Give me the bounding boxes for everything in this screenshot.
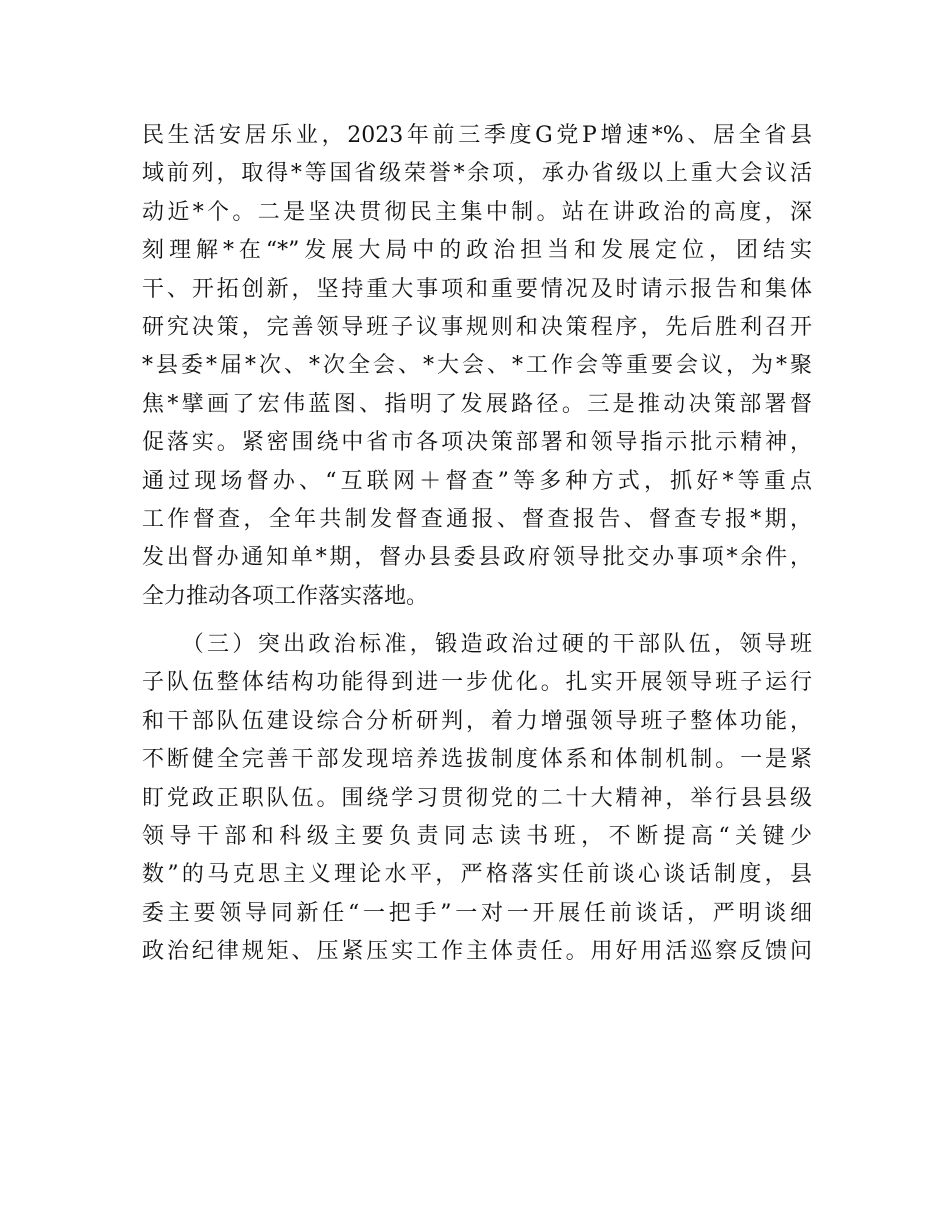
text-line: *县委*届*次、*次全会、*大会、*工作会等重要会议，为*聚 [142, 353, 812, 379]
text-line: （三）突出政治标准，锻造政治过硬的干部队伍，领导班 [142, 632, 812, 658]
text-line: 发出督办通知单*期，督办县委县政府领导批交办事项*余件， [142, 545, 812, 571]
text-line: 盯党政正职队伍。围绕学习贯彻党的二十大精神，举行县县级 [142, 785, 812, 811]
text-line: 全力推动各项工作落实落地。 [142, 583, 429, 609]
text-line: 促落实。紧密围绕中省市各项决策部署和领导指示批示精神， [142, 430, 812, 456]
document-body [142, 117, 812, 972]
paragraph-2 [142, 626, 812, 972]
text-line: 不断健全完善干部发现培养选拔制度体系和体制机制。一是紧 [142, 747, 812, 773]
text-line: 域前列，取得*等国省级荣誉*余项，承办省级以上重大会议活 [142, 161, 812, 187]
text-line: 焦*擘画了宏伟蓝图、指明了发展路径。三是推动决策部署督 [142, 391, 812, 417]
text-line: 政治纪律规矩、压紧压实工作主体责任。用好用活巡察反馈问 [142, 939, 812, 965]
text-line: 工作督查，全年共制发督查通报、督查报告、督查专报*期， [142, 506, 812, 532]
text-line: 动近*个。二是坚决贯彻民主集中制。站在讲政治的高度，深 [142, 199, 812, 225]
paragraph-spacer [142, 616, 812, 626]
text-line: 通过现场督办、“互联网＋督查”等多种方式，抓好*等重点 [142, 468, 812, 494]
text-line: 委主要领导同新任“一把手”一对一开展任前谈话，严明谈细 [142, 900, 812, 926]
text-line: 研究决策，完善领导班子议事规则和决策程序，先后胜利召开 [142, 314, 812, 340]
text-line: 和干部队伍建设综合分析研判，着力增强领导班子整体功能， [142, 708, 812, 734]
text-line: 刻理解*在“*”发展大局中的政治担当和发展定位，团结实 [142, 238, 812, 264]
text-line: 民生活安居乐业，2023年前三季度G党P增速*%、居全省县 [142, 123, 812, 148]
paragraph-1 [142, 117, 812, 616]
text-line: 数”的马克思主义理论水平，严格落实任前谈心谈话制度，县 [142, 862, 812, 888]
text-line: 干、开拓创新，坚持重大事项和重要情况及时请示报告和集体 [142, 276, 812, 302]
text-line: 子队伍整体结构功能得到进一步优化。扎实开展领导班子运行 [142, 670, 812, 696]
text-line: 领导干部和科级主要负责同志读书班，不断提高“关键少 [142, 824, 812, 850]
